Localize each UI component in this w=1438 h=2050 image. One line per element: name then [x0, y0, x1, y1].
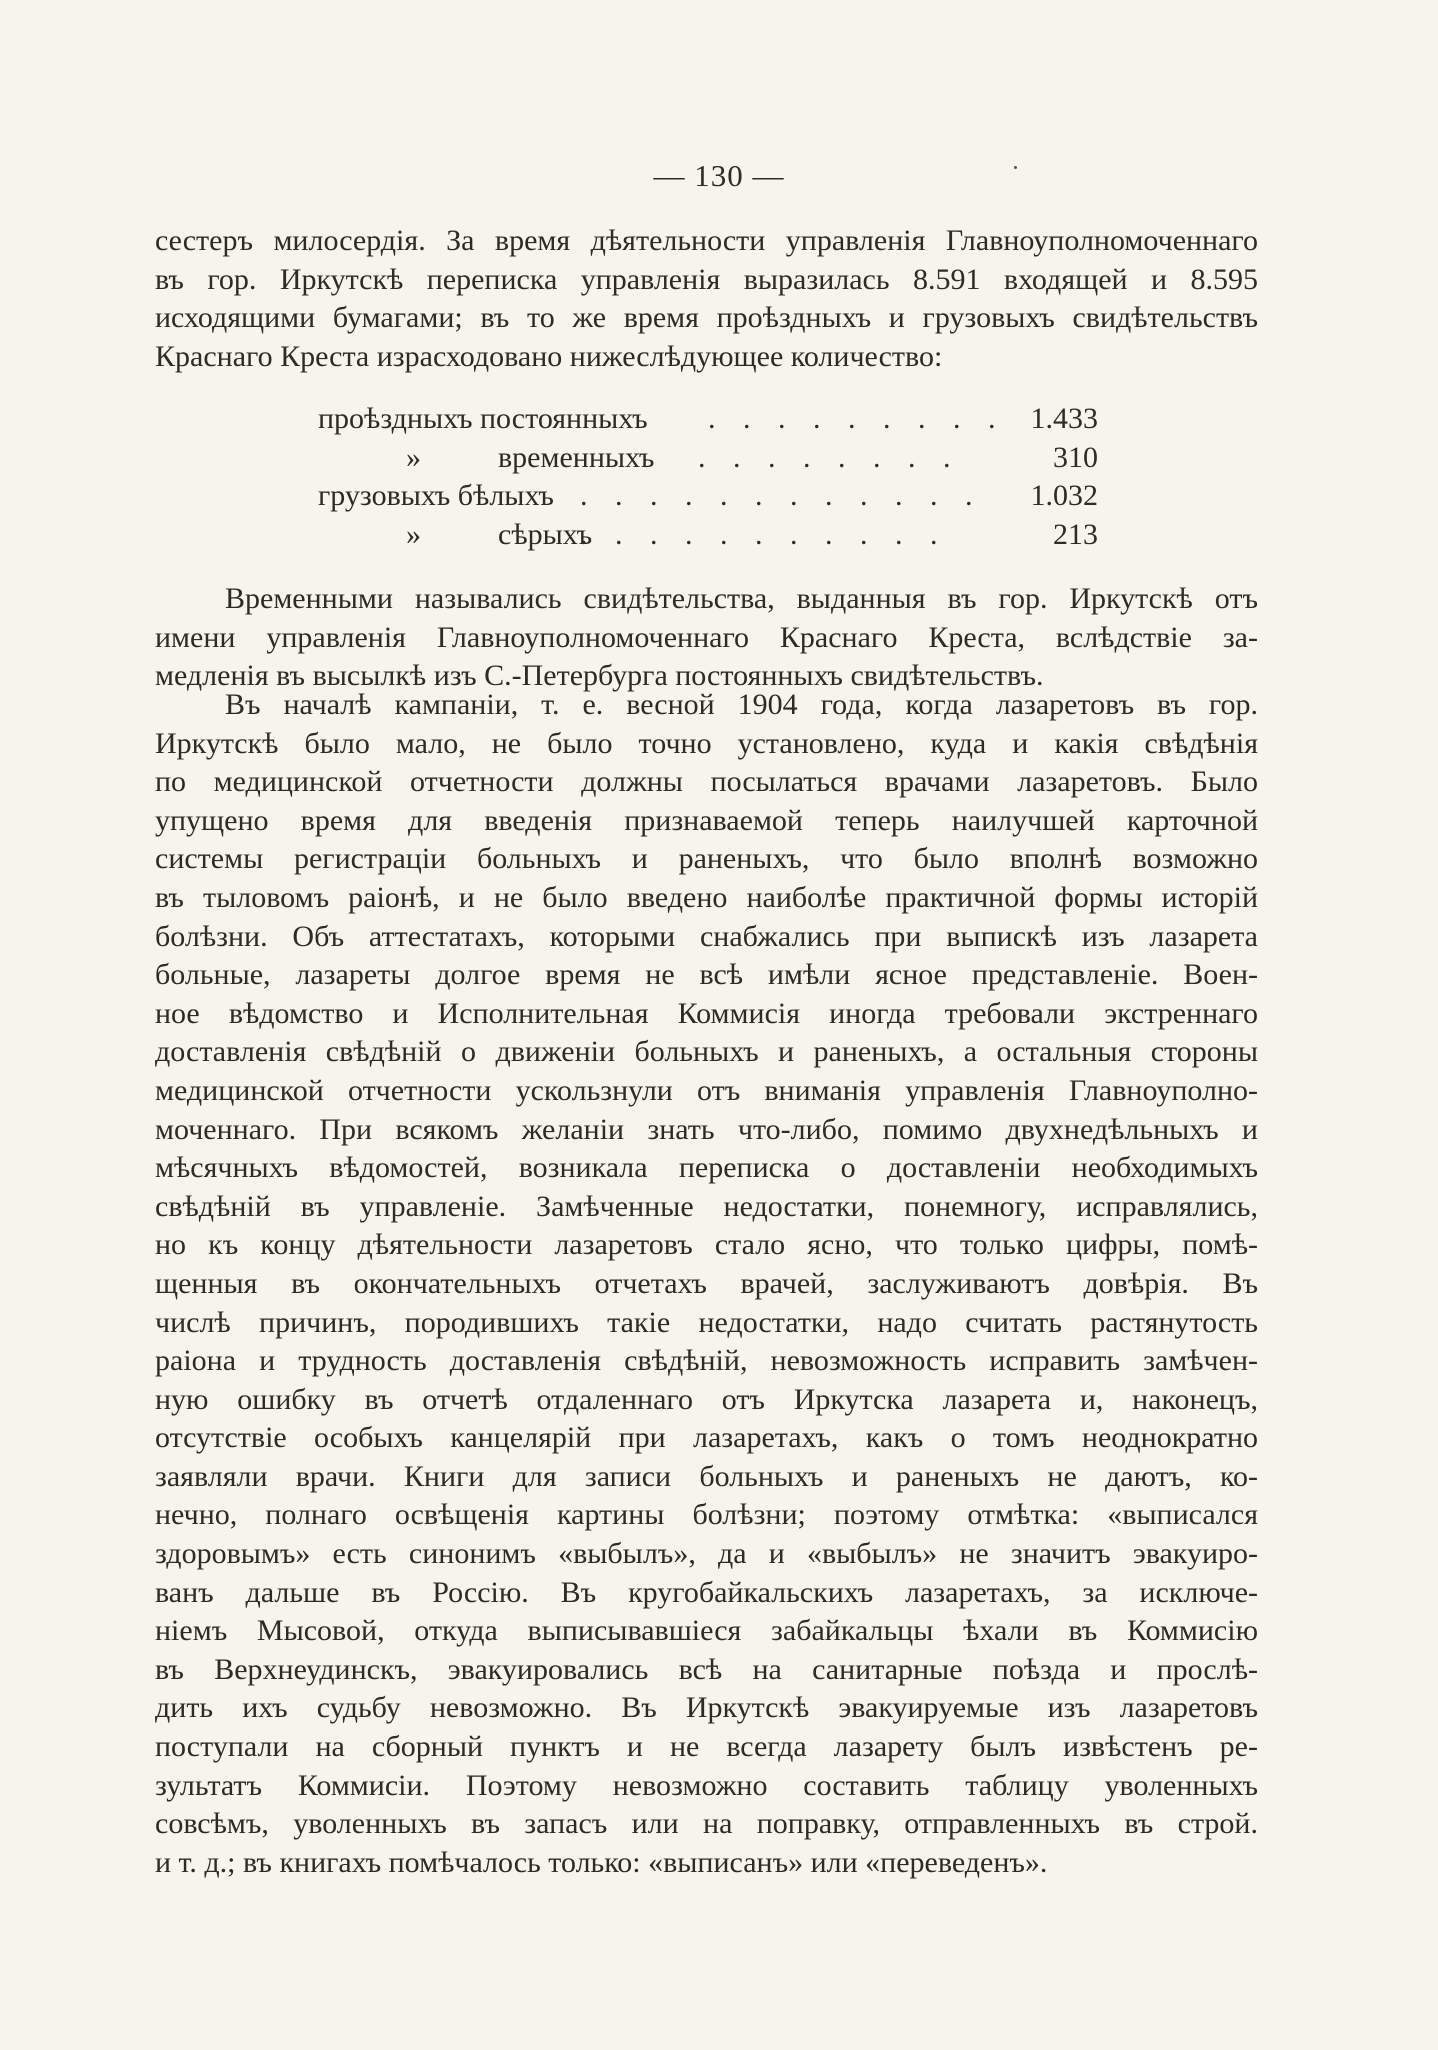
- page-number: — 130 —: [653, 158, 785, 193]
- text-line: поступали на сборный пунктъ и не всегда лазарету былъ извѣстенъ ре-: [155, 1730, 1258, 1764]
- paragraph-3: [155, 686, 1258, 1882]
- text-line: отсутствіе особыхъ канцелярій при лазаретахъ, какъ о томъ неоднократно: [155, 1421, 1258, 1455]
- row-value: 213: [1053, 517, 1098, 551]
- text-line: Краснаго Креста израсходовано нижеслѣдующее количество:: [155, 339, 943, 373]
- row-label: грузовыхъ бѣлыхъ: [318, 479, 554, 513]
- text-line: медленія въ высылкѣ изъ С.-Петербурга постоянныхъ свидѣтельствъ.: [155, 659, 1044, 693]
- text-line: зультатъ Коммисіи. Поэтому невозможно составить таблицу уволенныхъ: [155, 1768, 1258, 1802]
- text-line: упущено время для введенія признаваемой теперь наилучшей карточной: [155, 803, 1258, 837]
- text-line: имени управленія Главноуполномоченнаго Краснаго Креста, вслѣдствіе за-: [155, 620, 1258, 654]
- text-line: числѣ причинъ, породившихъ такіе недостатки, надо считать растянутость: [155, 1305, 1258, 1339]
- table-row: [318, 439, 1098, 478]
- text-line: и т. д.; въ книгахъ помѣчалось только: «выписанъ» или «переведенъ».: [155, 1845, 1048, 1879]
- row-label: сѣрыхъ: [498, 517, 593, 551]
- leader-dots: . . . . . . . .: [698, 440, 961, 474]
- text-line: мѣсячныхъ вѣдомостей, возникала переписка о доставленіи необходимыхъ: [155, 1151, 1258, 1185]
- text-line: сестеръ милосердія. За время дѣятельности управленія Главноуполномоченнаго: [155, 224, 1258, 257]
- text-line: совсѣмъ, уволенныхъ въ запасъ или на поправку, отправленныхъ въ строй.: [155, 1807, 1258, 1841]
- paragraph-1: [155, 222, 1258, 376]
- text-line: нечно, полнаго освѣщенія картины болѣзни; поэтому отмѣтка: «выписался: [155, 1498, 1258, 1532]
- text-line: болѣзни. Объ аттестатахъ, которыми снабжались при выпискѣ изъ лазарета: [155, 919, 1258, 953]
- text-line: Въ началѣ кампаніи, т. е. весной 1904 года, когда лазаретовъ въ гор.: [225, 688, 1258, 721]
- text-line: по медицинской отчетности должны посылаться врачами лазаретовъ. Было: [155, 765, 1258, 799]
- row-label: временныхъ: [498, 440, 655, 474]
- text-line: ную ошибку въ отчетѣ отдаленнаго отъ Иркутска лазарета и, наконецъ,: [155, 1382, 1258, 1416]
- leader-dots: . . . . . . . . . . . .: [580, 479, 983, 513]
- table-row: [318, 516, 1098, 555]
- ditto-mark: »: [406, 440, 421, 474]
- text-line: ное вѣдомство и Исполнительная Коммисія иногда требовали экстреннаго: [155, 996, 1258, 1030]
- paragraph-2: [155, 580, 1258, 696]
- text-line: исходящими бумагами; въ то же время проѣздныхъ и грузовыхъ свидѣтельствъ: [155, 301, 1258, 335]
- row-value: 1.433: [1030, 402, 1098, 435]
- text-line: заявляли врачи. Книги для записи больныхъ и раненыхъ не даютъ, ко-: [155, 1459, 1258, 1493]
- leader-dots: . . . . . . . . .: [708, 402, 1006, 435]
- text-line: Иркутскѣ было мало, не было точно установлено, куда и какія свѣдѣнія: [155, 726, 1258, 760]
- text-line: свѣдѣній въ управленіе. Замѣченные недостатки, понемногу, исправлялись,: [155, 1189, 1258, 1223]
- text-line: въ Верхнеудинскъ, эвакуировались всѣ на санитарные поѣзда и прослѣ-: [155, 1652, 1258, 1686]
- leader-dots: . . . . . . . . . . .: [580, 517, 948, 551]
- text-line: ванъ дальше въ Россію. Въ кругобайкальскихъ лазаретахъ, за исключе-: [155, 1575, 1258, 1609]
- text-line: доставленія свѣдѣній о движеніи больныхъ и раненыхъ, а остальныя стороны: [155, 1035, 1258, 1069]
- table-row: [318, 400, 1098, 439]
- certificates-table: [318, 400, 1098, 554]
- text-line: дить ихъ судьбу невозможно. Въ Иркутскѣ эвакуируемые изъ лазаретовъ: [155, 1691, 1258, 1725]
- text-line: медицинской отчетности ускользнули отъ вниманія управленія Главноуполно-: [155, 1073, 1258, 1107]
- text-line: въ тыловомъ раіонѣ, и не было введено наиболѣе практичной формы исторій: [155, 880, 1258, 914]
- row-value: 310: [1053, 440, 1098, 474]
- text-line: щенныя въ окончательныхъ отчетахъ врачей, заслуживаютъ довѣрія. Въ: [155, 1266, 1258, 1300]
- text-line: ніемъ Мысовой, откуда выписывавшіеся забайкальцы ѣхали въ Коммисію: [155, 1614, 1258, 1648]
- row-value: 1.032: [1030, 479, 1098, 513]
- text-line: раіона и трудность доставленія свѣдѣній, невозможность исправить замѣчен-: [155, 1344, 1258, 1378]
- text-line: больные, лазареты долгое время не всѣ имѣли ясное представленіе. Воен-: [155, 958, 1258, 992]
- text-line: системы регистраціи больныхъ и раненыхъ, что было вполнѣ возможно: [155, 842, 1258, 876]
- text-line: въ гор. Иркутскѣ переписка управленія выразилась 8.591 входящей и 8.595: [155, 262, 1258, 296]
- table-row: [318, 477, 1098, 516]
- ditto-mark: »: [406, 517, 421, 551]
- ink-speck: [1014, 166, 1017, 169]
- text-line: Временными назывались свидѣтельства, выданныя въ гор. Иркутскѣ отъ: [225, 582, 1258, 615]
- text-line: моченнаго. При всякомъ желаніи знать что-либо, помимо двухнедѣльныхъ и: [155, 1112, 1258, 1146]
- text-line: здоровымъ» есть синонимъ «выбылъ», да и «выбылъ» не значитъ эвакуиро-: [155, 1537, 1258, 1571]
- text-line: но къ концу дѣятельности лазаретовъ стало ясно, что только цифры, помѣ-: [155, 1228, 1258, 1262]
- row-label: проѣздныхъ постоянныхъ: [318, 402, 648, 435]
